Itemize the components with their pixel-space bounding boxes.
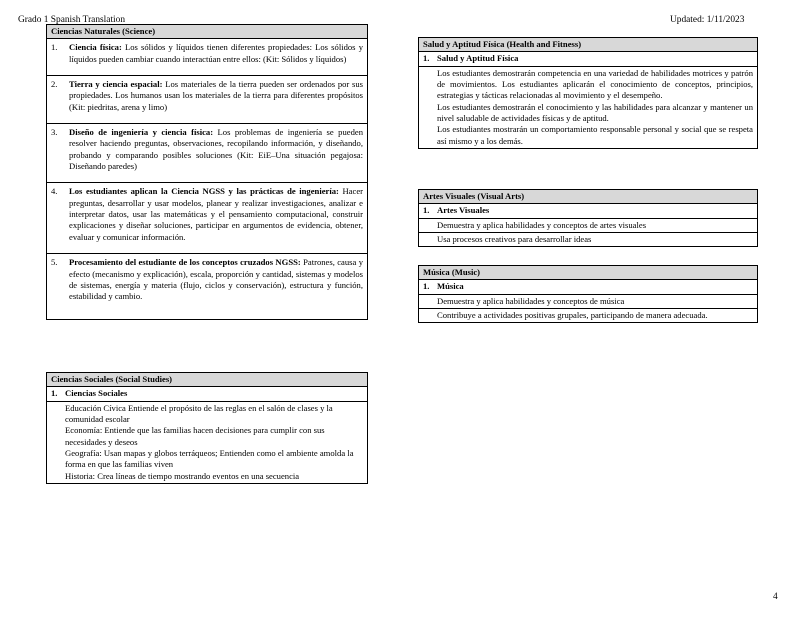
social-studies-table <box>46 372 368 484</box>
social-heading: Ciencias Sociales (Social Studies) <box>47 373 368 387</box>
music-line-1: Demuestra y aplica habilidades y conceptos de música <box>419 294 758 308</box>
arts-heading: Artes Visuales (Visual Arts) <box>419 190 758 204</box>
health-para-3: Los estudiantes mostrarán un comportamiento responsable personal y social que se respeta así mismo y a los demás. <box>437 124 753 146</box>
document-title: Grado 1 Spanish Translation <box>18 15 126 25</box>
music-table <box>418 265 758 323</box>
visual-arts-table <box>418 189 758 247</box>
science-item-1: 1. Ciencia física: Los sólidos y líquidos tienen diferentes propiedades: Los sólidos y líquidos pueden cambiar cuando interactúan entre ellos: (Kit: Sólidos y líquidos) <box>47 39 368 76</box>
music-line-2: Contribuye a actividades positivas grupales, participando de manera adecuada. <box>419 309 758 323</box>
science-item-5: 5. Procesamiento del estudiante de los conceptos cruzados NGSS: Patrones, causa y efecto (mecanismo y explicación), escala, proporción y cantidad, sistemas y modelos de sistemas, energía y materia (flujo, ciclos y conservación), estructura y función, estabilidad y cambio. <box>47 254 368 319</box>
music-heading: Música (Music) <box>419 266 758 280</box>
science-heading: Ciencias Naturales (Science) <box>47 25 368 39</box>
arts-subheading: 1. Artes Visuales <box>419 204 758 218</box>
social-subheading: 1. Ciencias Sociales <box>47 387 368 401</box>
health-content <box>419 66 758 148</box>
health-para-2: Los estudiantes demostrarán el conocimiento y las habilidades para alcanzar y mantener un nivel saludable de actividades físicas y de aptitud. <box>437 101 753 124</box>
page-number: 4 <box>773 592 778 602</box>
science-table <box>46 24 368 320</box>
health-table <box>418 37 758 149</box>
health-para-1: Los estudiantes demostrarán competencia en una variedad de habilidades motrices y patrón de movimientos. Los estudiantes aplicarán el conocimiento de conceptos, principios, estrategias y tácticas relacionadas al movimiento y el desempeño. <box>437 67 753 101</box>
health-subheading: 1. Salud y Aptitud Física <box>419 52 758 66</box>
science-item-4: 4. Los estudiantes aplican la Ciencia NGSS y las prácticas de ingeniería: Hacer preguntas, desarrollar y usar modelos, planear y realizar investigaciones, analizar e interpretar datos, usar las matemáticas y el pensamiento computacional, construir explicaciones y diseñar soluciones, participar en argumentos de evidencia, obtener, evaluar y comunicar información. <box>47 183 368 254</box>
music-subheading: 1. Música <box>419 280 758 294</box>
social-line-geography: Geografía: Usan mapas y globos terráqueos; Entienden como el ambiente amolda la forma en que las familias viven <box>65 448 354 470</box>
science-item-3: 3. Diseño de ingeniería y ciencia física: Los problemas de ingeniería se pueden resolver haciendo preguntas, observaciones, recopilando información, y diseñando, probando y comparando posibles soluciones (Kit: EiE–Una situación pegajosa: Diseñando paredes) <box>47 124 368 183</box>
social-line-history: Historia: Crea líneas de tiempo mostrando eventos en una secuencia <box>65 470 300 481</box>
health-heading: Salud y Aptitud Física (Health and Fitness) <box>419 38 758 52</box>
science-item-2: 2. Tierra y ciencia espacial: Los materiales de la tierra pueden ser ordenados por sus propiedades. Los humanos usan los materiales de la tierra para diferentes propósitos (Kit: piedritas, arena y limo) <box>47 76 368 124</box>
updated-date: Updated: 1/11/2023 <box>670 15 745 25</box>
social-line-economics: Economía: Entiende que las familias hacen decisiones para cumplir con sus necesidades y deseos <box>65 425 325 447</box>
social-content <box>47 401 368 483</box>
arts-line-1: Demuestra y aplica habilidades y conceptos de artes visuales <box>419 218 758 232</box>
arts-line-2: Usa procesos creativos para desarrollar ideas <box>419 233 758 247</box>
social-line-civics: Educación Cívica Entiende el propósito de las reglas en el salón de clases y la comunidad escolar <box>65 402 333 425</box>
